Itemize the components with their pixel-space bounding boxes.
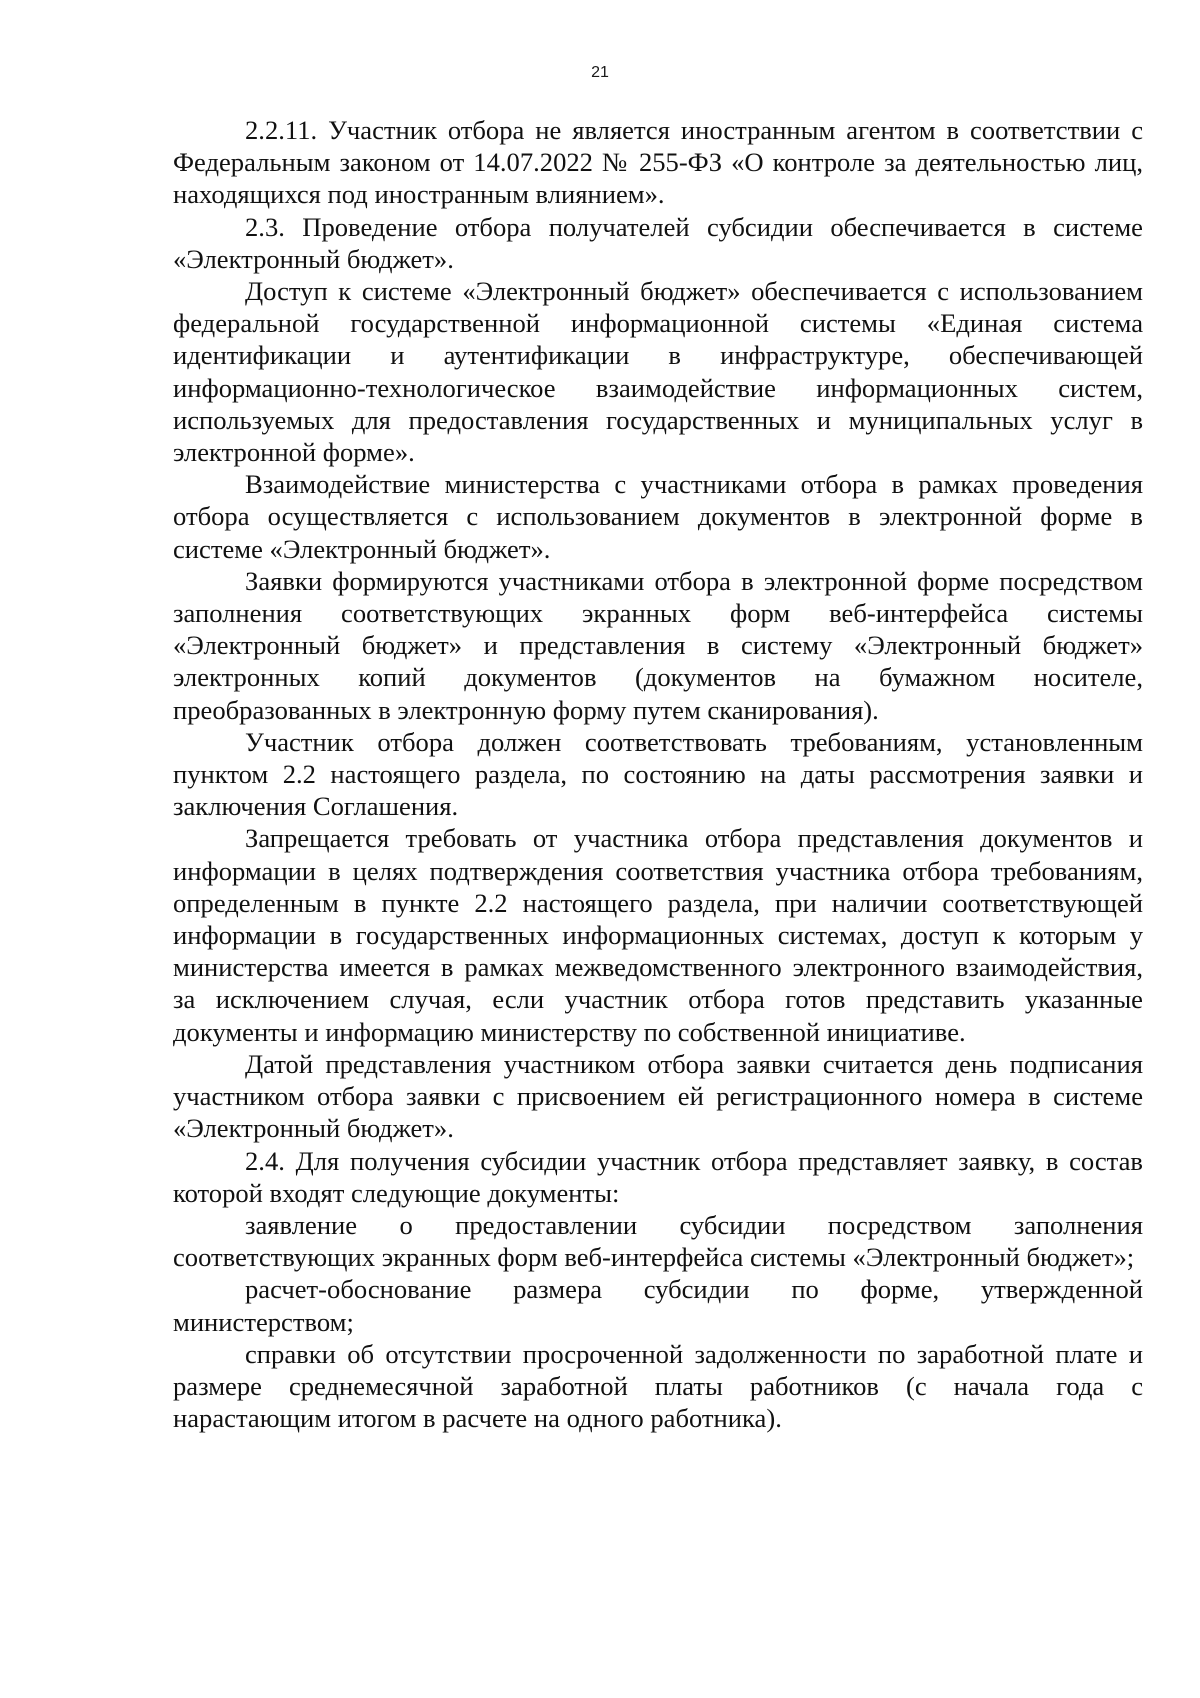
- paragraph-2-3: 2.3. Проведение отбора получателей субсидии обеспечивается в системе «Электронный бюджет».: [173, 211, 1143, 274]
- list-item-certificates: справки об отсутствии просроченной задолженности по заработной плате и размере среднемесячной заработной платы работников (с начала года с нарастающим итогом в расчете на одного работника).: [173, 1338, 1143, 1434]
- page-number: 21: [591, 64, 609, 81]
- paragraph-access: Доступ к системе «Электронный бюджет» обеспечивается с использованием федеральной государственной информационной системы «Единая система идентификации и аутентификации в инфраструктуре, обеспечивающей информационно-технологическое взаимодействие информационных систем, используемых для предоставления государственных и муниципальных услуг в электронной форме».: [173, 276, 1143, 468]
- paragraph-applications: Заявки формируются участниками отбора в электронной форме посредством заполнения соответствующих экранных форм веб-интерфейса системы «Электронный бюджет» и представления в систему «Электронный бюджет» электронных копий документов (документов на бумажном носителе, преобразованных в электронную форму путем сканирования).: [173, 565, 1143, 725]
- paragraph-interaction: Взаимодействие министерства с участниками отбора в рамках проведения отбора осуществляется с использованием документов в электронной форме в системе «Электронный бюджет».: [173, 469, 1143, 564]
- document-body: [173, 114, 1143, 1434]
- paragraph-requirements: Участник отбора должен соответствовать требованиям, установленным пунктом 2.2 настоящего раздела, по состоянию на даты рассмотрения заявки и заключения Соглашения.: [173, 726, 1143, 822]
- paragraph-prohibition: Запрещается требовать от участника отбора представления документов и информации в целях подтверждения соответствия участника отбора требованиям, определенным в пункте 2.2 настоящего раздела, при наличии соответствующей информации в государственных информационных системах, доступ к которым у министерства имеется в рамках межведомственного электронного взаимодействия, за исключением случая, если участник отбора готов представить указанные документы и информацию министерству по собственной инициативе.: [173, 823, 1143, 1047]
- list-item-statement: заявление о предоставлении субсидии посредством заполнения соответствующих экранных форм веб-интерфейса системы «Электронный бюджет»;: [173, 1209, 1143, 1273]
- paragraph-2-2-11: 2.2.11. Участник отбора не является иностранным агентом в соответствии с Федеральным законом от 14.07.2022 № 255-ФЗ «О контроле за деятельностью лиц, находящихся под иностранным влиянием».: [173, 115, 1143, 210]
- paragraph-2-4: 2.4. Для получения субсидии участник отбора представляет заявку, в состав которой входят следующие документы:: [173, 1145, 1143, 1208]
- list-item-calculation: расчет-обоснование размера субсидии по форме, утвержденной министерством;: [173, 1274, 1143, 1337]
- paragraph-submission-date: Датой представления участником отбора заявки считается день подписания участником отбора заявки с присвоением ей регистрационного номера в системе «Электронный бюджет».: [173, 1048, 1143, 1144]
